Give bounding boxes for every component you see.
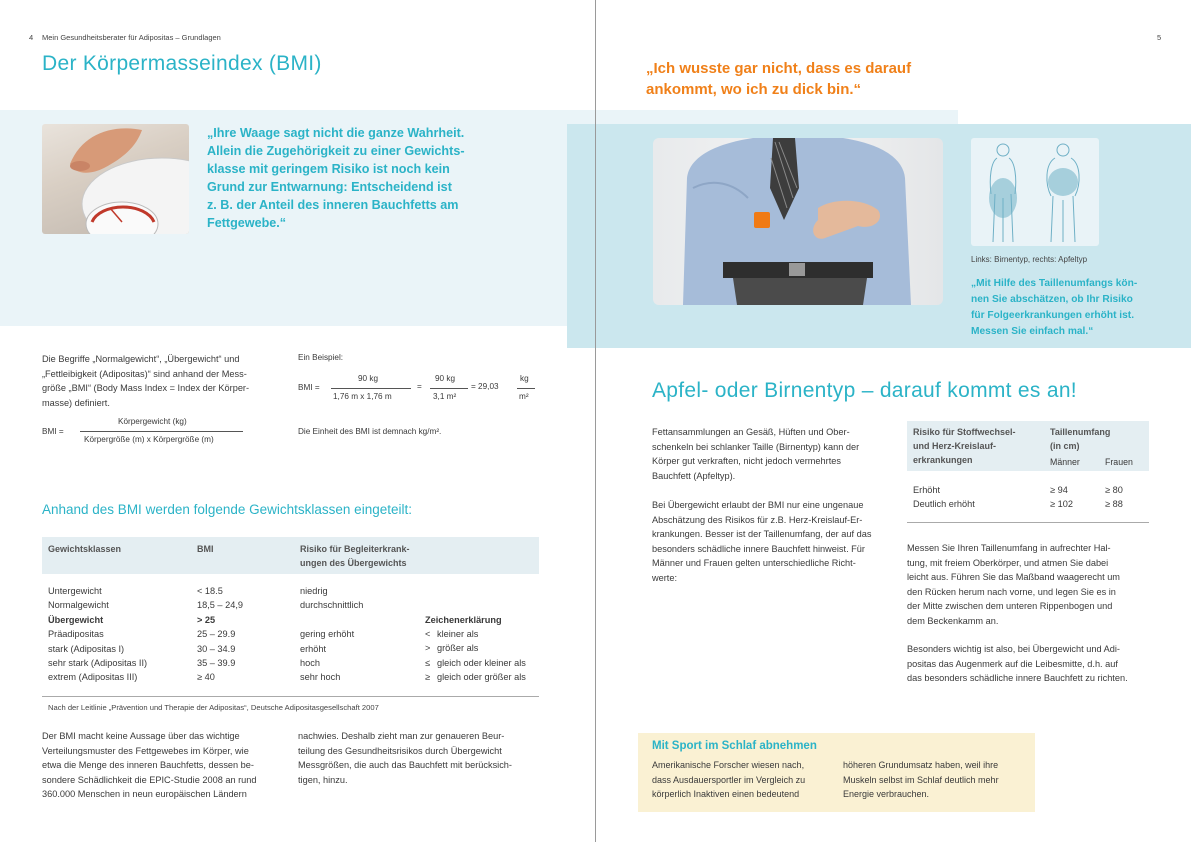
legend-symbol: < (425, 629, 431, 639)
formula-lhs: BMI = (42, 427, 64, 436)
example-eq2: = 29,03 (471, 382, 499, 391)
cell-class: extrem (Adipositas III) (48, 672, 138, 683)
cell-class: Übergewicht (48, 614, 104, 625)
example-num1: 90 kg (358, 374, 379, 383)
page-title: Der Körpermasseindex (BMI) (42, 52, 322, 75)
cell-bmi: > 25 (197, 614, 216, 625)
legend-symbol: > (425, 643, 431, 654)
page-divider (595, 0, 596, 842)
left-quote: „Ihre Waage sagt nicht die ganze Wahrheit. Allein die Zugehörigkeit zu einer Gewichts- klasse mit geringem Risiko ist noch kein Grund zur Entwarnung: Entscheidend ist z. B. der Anteil des inneren Bauchfetts am Fettgewebe.“ (207, 126, 465, 230)
bottom-col-1: Der BMI macht keine Aussage über das wichtige Verteilungsmuster des Fettgewebes im Körper, wie etwa die Menge des inneren Bauchfetts, dessen be- sondere Schädlichkeit die EPIC-Studie 2008 an rund 360.000 Menschen in neun europäischen Ländern (42, 731, 257, 800)
legend-list (425, 627, 545, 685)
sport-box-col-1: Amerikanische Forscher wiesen nach, dass Ausdauersportler im Vergleich zu körperlich Inaktiven einen bedeutend (652, 760, 806, 800)
page-number-left: 4 (29, 33, 34, 42)
example-fraction-line-2 (430, 388, 468, 389)
cell-risk: gering erhöht (300, 629, 355, 640)
legend-title: Zeichenerklärung (425, 615, 502, 625)
col-header-class: Gewichtsklassen (48, 544, 122, 554)
example-fraction-line-3 (517, 388, 535, 389)
legend-text: kleiner als (437, 629, 479, 639)
cell-bmi: 30 – 34.9 (197, 643, 236, 654)
right-title: Apfel- oder Birnentyp – darauf kommt es an! (652, 379, 1077, 402)
example-fraction-line-1 (331, 388, 411, 389)
cell-risk: Erhöht (913, 485, 941, 495)
legend-item (425, 656, 545, 670)
cell-women: ≥ 88 (1105, 499, 1123, 510)
col-header-bmi: BMI (197, 544, 214, 554)
example-num3: kg (520, 374, 529, 383)
table-row (913, 497, 1149, 511)
formula-denominator: Körpergröße (m) x Körpergröße (m) (84, 435, 214, 444)
para-1: Fettansammlungen an Gesäß, Hüften und Ober- schenkeln bei schlanker Taille (Birnentyp) kann der Körper gut verkraften, nicht jedoch vermehrtes Bauchfett (Apfeltyp). (652, 427, 860, 481)
intro-text: Die Begriffe „Normalgewicht“, „Übergewicht“ und „Fettleibigkeit (Adipositas)“ sind anhand der Mess- größe „BMI“ (Body Mass Index = Index der Körper- masse) definiert. (42, 354, 250, 408)
waist-table-body (913, 483, 1149, 512)
legend-symbol: ≥ (425, 672, 431, 683)
para-3: Messen Sie Ihren Taillenumfang in aufrechter Hal- tung, mit freiem Oberkörper, und atmen Sie dabei leicht aus. Führen Sie das Maßband waagerecht um den Rücken herum nach vorne, und legen Sie es in der Mitte zwischen dem unteren Rippenbogen und dem Beckenkamm an. (907, 543, 1120, 626)
page-number-right: 5 (1157, 33, 1162, 42)
legend-symbol: ≤ (425, 657, 431, 668)
side-quote: „Mit Hilfe des Taillenumfangs kön- nen Sie abschätzen, ob Ihr Risiko für Folgeerkrankungen erhöht ist. Messen Sie einfach mal.“ (971, 278, 1138, 337)
legend-item (425, 641, 545, 655)
legend-item (425, 627, 545, 641)
running-head: Mein Gesundheitsberater für Adipositas – Grundlagen (42, 33, 221, 42)
cell-men: ≥ 102 (1050, 499, 1073, 510)
waist-head-risk: Risiko für Stoffwechsel- und Herz-Kreislauf- erkrankungen (913, 427, 1016, 465)
waist-head-women: Frauen (1105, 457, 1133, 467)
example-eq1: = (417, 382, 422, 391)
cell-risk: hoch (300, 657, 320, 668)
cell-risk: erhöht (300, 643, 327, 654)
cell-class: Untergewicht (48, 586, 102, 596)
cell-bmi: 35 – 39.9 (197, 657, 236, 668)
example-num2: 90 kg (435, 374, 456, 383)
cell-men: ≥ 94 (1050, 485, 1068, 495)
waist-head-men: Männer (1050, 457, 1080, 467)
figure-caption: Links: Birnentyp, rechts: Apfeltyp (971, 255, 1088, 264)
col-header-risk: Risiko für Begleiterkrank- ungen des Übergewichts (300, 544, 410, 568)
formula-fraction-line (80, 431, 243, 432)
table-rule (42, 696, 539, 697)
bottom-col-2: nachwies. Deshalb zieht man zur genaueren Beur- teilung des Gesundheitsrisikos durch Übergewicht Messgrößen, die auch das Bauchfett mit berücksich- tigen, hinzu. (298, 731, 512, 785)
example-den2: 3,1 m² (433, 392, 457, 401)
right-quote: „Ich wusste gar nicht, dass es darauf ankommt, wo ich zu dick bin.“ (646, 60, 912, 98)
table-row (48, 598, 528, 612)
legend-text: gleich oder größer als (437, 672, 526, 683)
cell-women: ≥ 80 (1105, 485, 1123, 495)
belly-photo (653, 138, 943, 305)
body-type-figure (971, 138, 1099, 246)
para-4: Besonders wichtig ist also, bei Übergewicht und Adi- positas das Augenmerk auf die Leibesmitte, d.h. auf das besonders schädliche innere Bauchfett zu richten. (907, 644, 1128, 684)
cell-bmi: 18,5 – 24,9 (197, 600, 243, 611)
example-label: Ein Beispiel: (298, 353, 344, 362)
waist-table-rule (907, 522, 1149, 523)
man-shirt-illustration (653, 138, 943, 305)
legend-item (425, 670, 545, 684)
unit-note: Die Einheit des BMI ist demnach kg/m². (298, 427, 442, 436)
cell-class: sehr stark (Adipositas II) (48, 657, 148, 668)
table-source: Nach der Leitlinie „Prävention und Therapie der Adipositas“, Deutsche Adipositasgesellschaft 2007 (48, 703, 379, 712)
para-2: Bei Übergewicht erlaubt der BMI nur eine ungenaue Abschätzung des Risikos für z.B. Herz-Kreislauf-Er- krankungen. Besser ist der Taillenumfang, der auf das besonders schädliche innere Bauchfett hinweist. Für Männer und Frauen gelten unterschiedliche Richt- werte: (652, 500, 872, 583)
example-lhs: BMI = (298, 383, 320, 392)
example-den1: 1,76 m x 1,76 m (333, 392, 392, 401)
cell-risk: durchschnittlich (300, 600, 364, 611)
table-row (913, 483, 1149, 497)
table-row (48, 584, 528, 598)
pear-apple-silhouettes (971, 138, 1099, 246)
cell-bmi: ≥ 40 (197, 672, 215, 683)
cell-class: Präadipositas (48, 629, 104, 640)
sport-box-title: Mit Sport im Schlaf abnehmen (652, 740, 817, 752)
cell-risk: niedrig (300, 586, 328, 596)
formula-numerator: Körpergewicht (kg) (118, 417, 187, 426)
scale-illustration (42, 124, 189, 234)
scale-photo (42, 124, 189, 234)
legend-text: gleich oder kleiner als (437, 657, 526, 668)
classes-heading: Anhand des BMI werden folgende Gewichtsklassen eingeteilt: (42, 502, 412, 517)
waist-head-waist: Taillenumfang (in cm) (1050, 427, 1111, 451)
cell-class: Normalgewicht (48, 600, 109, 611)
cell-class: stark (Adipositas I) (48, 643, 125, 654)
cell-bmi: < 18.5 (197, 586, 223, 596)
cell-bmi: 25 – 29.9 (197, 629, 236, 640)
legend-text: größer als (437, 643, 479, 654)
cell-risk: Deutlich erhöht (913, 499, 975, 510)
cell-risk: sehr hoch (300, 672, 341, 683)
example-den3: m² (519, 392, 529, 401)
sport-box-col-2: höheren Grundumsatz haben, weil ihre Muskeln selbst im Schlaf deutlich mehr Energie verbrauchen. (843, 760, 999, 800)
